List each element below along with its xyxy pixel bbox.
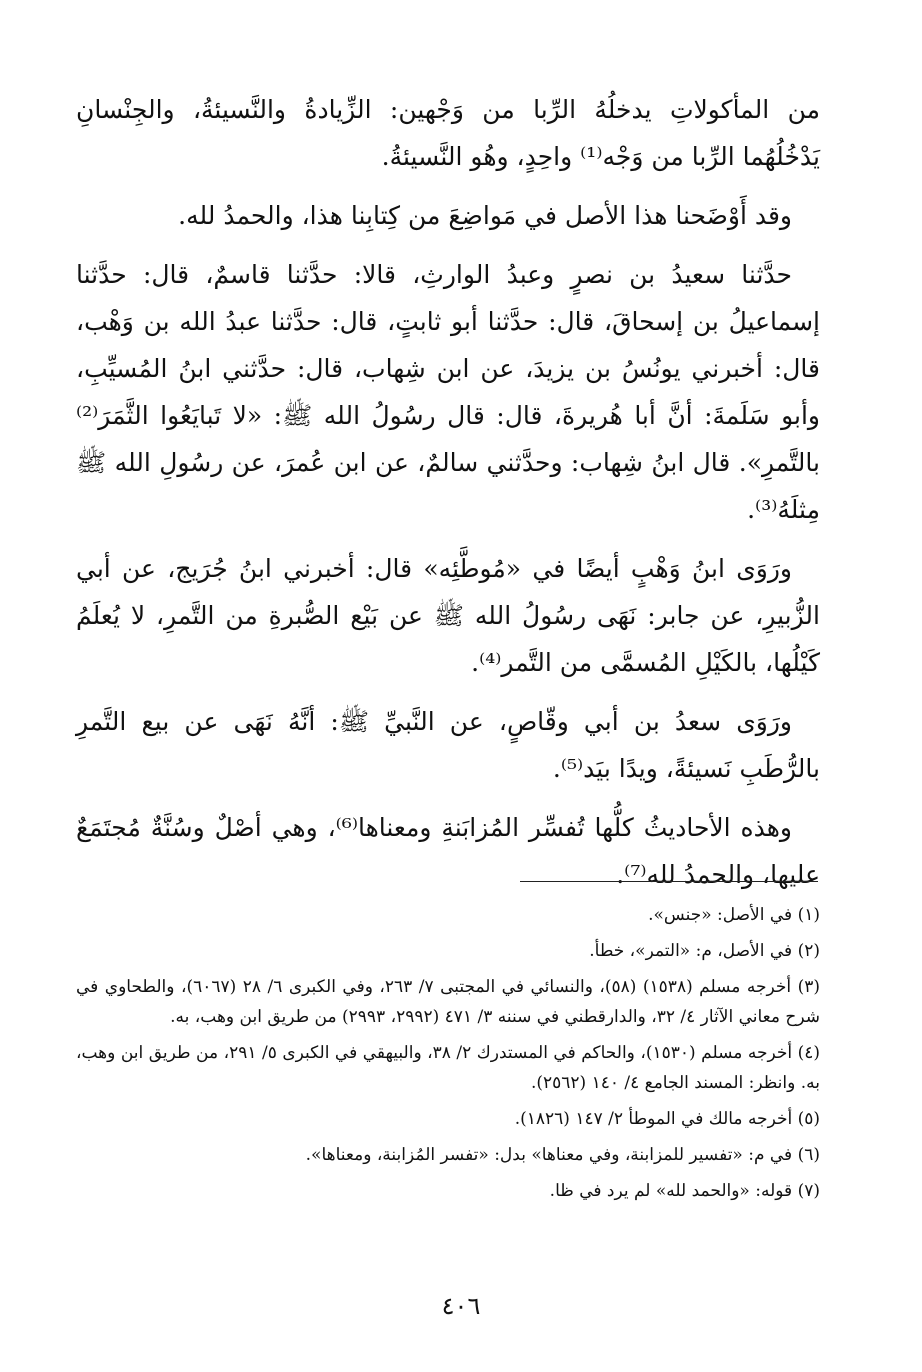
main-text [76, 86, 820, 910]
footnote-3: (٣) أخرجه مسلم (١٥٣٨) (٥٨)، والنسائي في المجتبى ٧/ ٢٦٣، وفي الكبرى ٦/ ٢٨ (٦٠٦٧)، والطحاوي في شرح معاني الآثار ٤/ ٣٢، والدارقطني في سننه ٣/ ٤٧١ (٢٩٩٢، ٢٩٩٣) من طريق ابن وهب، به. [76, 977, 820, 1027]
footnote-1: (١) في الأصل: «جنس». [648, 905, 820, 925]
paragraph-5: ورَوَى سعدُ بن أبي وقّاصٍ، عن النَّبيِّ ﷺ: أنَّهُ نَهَى عن بيع التَّمرِ بالرُّطَبِ نَسيئةً، ويدًا بيَد⁽⁵⁾. [76, 707, 820, 783]
paragraph-1: من المأكولاتِ يدخلُهُ الرِّبا من وَجْهين: الزِّيادةُ والنَّسيئةُ، والجِنْسانِ يَدْخُلُهُما الرِّبا من وَجْه⁽¹⁾ واحِدٍ، وهُو النَّسيئةُ. [76, 95, 820, 171]
footnotes [76, 900, 820, 1212]
footnote-5: (٥) أخرجه مالك في الموطأ ٢/ ١٤٧ (١٨٢٦). [514, 1109, 820, 1129]
footnote-divider [520, 881, 818, 882]
paragraph-2: وقد أَوْضَحنا هذا الأصل في مَواضِعَ من كِتابِنا هذا، والحمدُ لله. [178, 201, 792, 230]
footnote-4: (٤) أخرجه مسلم (١٥٣٠)، والحاكم في المستدرك ٢/ ٣٨، والبيهقي في الكبرى ٥/ ٢٩١، من طريق ابن وهب، به. وانظر: المسند الجامع ٤/ ١٤٠ (٢٥٦٢). [76, 1043, 820, 1093]
footnote-7: (٧) قوله: «والحمد لله» لم يرد في ظا. [549, 1181, 820, 1201]
paragraph-3: حدَّثنا سعيدُ بن نصرٍ وعبدُ الوارثِ، قالا: حدَّثنا قاسمٌ، قال: حدَّثنا إسماعيلُ بن إسحاقَ، قال: حدَّثنا أبو ثابتٍ، قال: حدَّثنا عبدُ الله بن وَهْب، قال: أخبرني يونُسُ بن يزيدَ، عن ابن شِهاب، قال: حدَّثني ابنُ المُسيِّبِ، وأبو سَلَمةَ: أنَّ أبا هُريرةَ، قال: قال رسُولُ الله ﷺ: «لا تَبايَعُوا الثَّمَرَ⁽²⁾ بالتَّمرِ». قال ابنُ شِهاب: وحدَّثني سالمٌ، عن ابن عُمرَ، عن رسُولِ الله ﷺ مِثلَهُ⁽³⁾. [76, 260, 820, 524]
paragraph-4: ورَوَى ابنُ وَهْبٍ أيضًا في «مُوطَّئِه» قال: أخبرني ابنُ جُرَيج، عن أبي الزُّبيرِ، عن جابر: نَهَى رسُولُ الله ﷺ عن بَيْع الصُّبرةِ من التَّمرِ، لا يُعلَمُ كَيْلُها، بالكَيْلِ المُسمَّى من التَّمر⁽⁴⁾. [76, 554, 820, 677]
footnote-2: (٢) في الأصل، م: «التمر»، خطأ. [589, 941, 820, 961]
paragraph-6: وهذه الأحاديثُ كلُّها تُفسِّر المُزابَنةِ ومعناها⁽⁶⁾، وهي أصْلٌ وسُنَّةٌ مُجتَمَعٌ عليها، والحمدُ لله⁽⁷⁾. [76, 813, 820, 889]
footnote-6: (٦) في م: «تفسير للمزابنة، وفي معناها» بدل: «تفسر المُزابنة، ومعناها». [305, 1145, 820, 1165]
page-number: ٤٠٦ [441, 1292, 481, 1320]
